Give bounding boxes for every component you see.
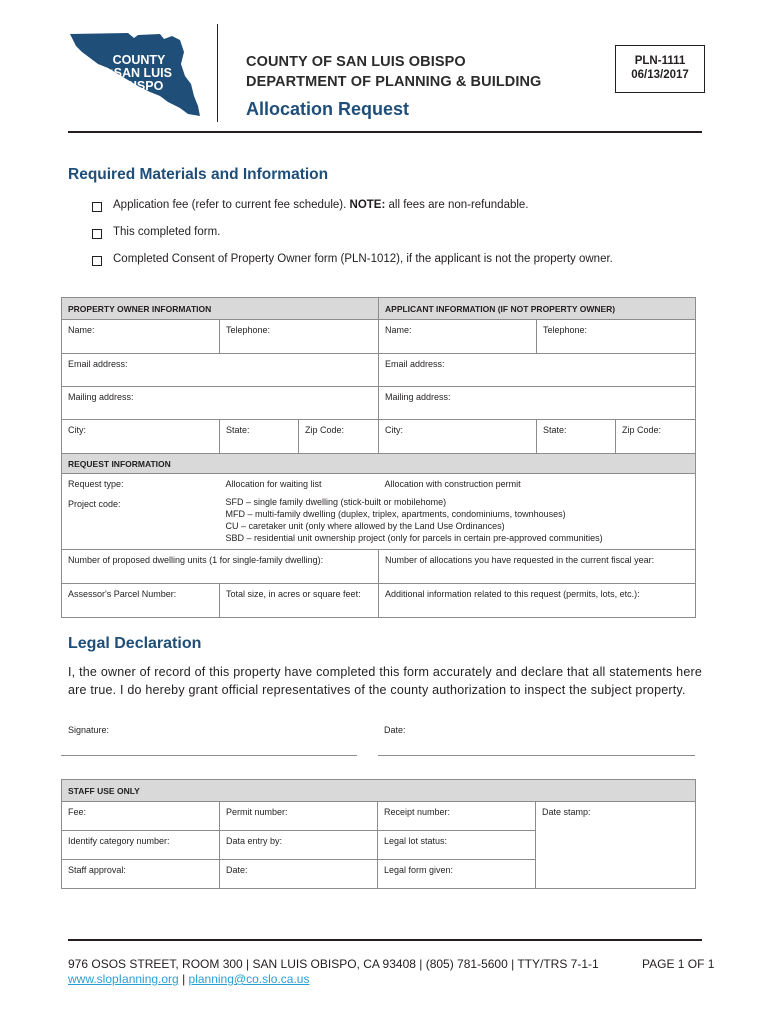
applicant-city-field[interactable]: City: (379, 420, 537, 454)
website-link[interactable]: www.slopIanning.org (68, 972, 179, 986)
footer-rule (68, 939, 702, 941)
header-rule (68, 131, 702, 133)
form-title: Allocation Request (246, 99, 410, 119)
staff-category-field[interactable]: Identify category number: (62, 831, 220, 860)
staff-legal-lot-field[interactable]: Legal lot status: (378, 831, 536, 860)
legal-declaration-title: Legal Declaration (68, 635, 202, 652)
applicant-mailing-field[interactable]: Mailing address: (379, 387, 696, 420)
footer-links (68, 972, 309, 986)
project-code-label: Project code: (62, 494, 220, 550)
dwelling-units-field[interactable]: Number of proposed dwelling units (1 for single-family dwelling): (62, 550, 379, 584)
owner-state-field[interactable]: State: (220, 420, 299, 454)
signature-label: Signature: (68, 725, 110, 735)
signature-line[interactable] (61, 755, 357, 756)
logo-wordmark (94, 54, 184, 93)
county-name: COUNTY OF SAN LUIS OBISPO (246, 54, 466, 70)
request-info-header: REQUEST INFORMATION (62, 454, 696, 474)
owner-zip-field[interactable]: Zip Code: (299, 420, 379, 454)
page-number: PAGE 1 OF 1 (642, 957, 715, 971)
form-id-box (615, 45, 705, 93)
code-sbd[interactable]: SBD – residential unit ownership project (only for parcels in certain pre-approved communities) (225, 532, 603, 543)
header-divider (217, 24, 218, 122)
item-completed-form: This completed form. (113, 226, 221, 238)
department-name: DEPARTMENT OF PLANNING & BUILDING (246, 74, 542, 90)
owner-email-field[interactable]: Email address: (62, 354, 379, 387)
option-construction-permit[interactable]: Allocation with construction permit (379, 474, 696, 494)
item-consent-form: Completed Consent of Property Owner form (PLN-1012), if the applicant is not the property owner. (113, 253, 613, 265)
applicant-state-field[interactable]: State: (537, 420, 616, 454)
staff-data-entry-field[interactable]: Data entry by: (220, 831, 378, 860)
owner-city-field[interactable]: City: (62, 420, 220, 454)
checkbox-consent-form[interactable] (92, 256, 102, 266)
applicant-zip-field[interactable]: Zip Code: (616, 420, 696, 454)
owner-mailing-field[interactable]: Mailing address: (62, 387, 379, 420)
staff-use-table (61, 779, 696, 889)
item-application-fee-note: all fees are non-refundable. (385, 199, 529, 211)
option-waiting-list[interactable]: Allocation for waiting list (220, 474, 379, 494)
project-code-options (220, 494, 696, 550)
logo-line-obispo: OBISPO (114, 79, 164, 93)
signature-date-line[interactable] (378, 755, 695, 756)
assessor-parcel-field[interactable]: Assessor's Parcel Number: (62, 584, 220, 618)
staff-date-field[interactable]: Date: (220, 860, 378, 889)
staff-receipt-field[interactable]: Receipt number: (378, 802, 536, 831)
logo-line-county: COUNTY (112, 53, 166, 67)
code-mfd[interactable]: MFD – multi-family dwelling (duplex, triplex, apartments, condominiums, townhouses) (225, 508, 566, 519)
form-number: PLN-1111 (634, 55, 686, 67)
code-sfd[interactable]: SFD – single family dwelling (stick-built or mobilehome) (225, 496, 447, 507)
note-label: NOTE: (349, 199, 386, 211)
applicant-info-header: APPLICANT INFORMATION (IF NOT PROPERTY OWNER) (379, 298, 696, 320)
link-separator: | (178, 972, 189, 986)
applicant-name-field[interactable]: Name: (379, 320, 537, 354)
checkbox-application-fee[interactable] (92, 202, 102, 212)
staff-permit-field[interactable]: Permit number: (220, 802, 378, 831)
required-materials-title: Required Materials and Information (68, 166, 329, 183)
staff-date-stamp-field[interactable]: Date stamp: (536, 802, 696, 889)
item-application-fee-text: Application fee (refer to current fee schedule). (113, 199, 350, 211)
legal-declaration-text: I, the owner of record of this property have completed this form accurately and declare that all statements here are true. I do hereby grant official representatives of the county authorization to inspect the subject property. (68, 665, 702, 697)
applicant-telephone-field[interactable]: Telephone: (537, 320, 696, 354)
logo-line-of: of (106, 70, 113, 77)
checkbox-completed-form[interactable] (92, 229, 102, 239)
signature-date-label: Date: (384, 725, 406, 735)
applicant-email-field[interactable]: Email address: (379, 354, 696, 387)
additional-info-field[interactable]: Additional information related to this request (permits, lots, etc.): (379, 584, 696, 618)
owner-telephone-field[interactable]: Telephone: (220, 320, 379, 354)
code-cu[interactable]: CU – caretaker unit (only where allowed by the Land Use Ordinances) (225, 520, 505, 531)
logo-line-sanluis-text: SAN LUIS (113, 66, 172, 80)
staff-approval-field[interactable]: Staff approval: (62, 860, 220, 889)
information-table (61, 297, 696, 618)
email-link[interactable]: planning@co.slo.ca.us (188, 972, 310, 986)
owner-info-header: PROPERTY OWNER INFORMATION (62, 298, 379, 320)
request-type-label: Request type: (62, 474, 220, 494)
staff-legal-form-field[interactable]: Legal form given: (378, 860, 536, 889)
owner-name-field[interactable]: Name: (62, 320, 220, 354)
item-application-fee (113, 199, 529, 211)
staff-use-header: STAFF USE ONLY (62, 780, 696, 802)
form-date: 06/13/2017 (631, 69, 689, 81)
footer-address: 976 OSOS STREET, ROOM 300 | SAN LUIS OBISPO, CA 93408 | (805) 781-5600 | TTY/TRS 7-1-1 (68, 957, 599, 971)
allocations-requested-field[interactable]: Number of allocations you have requested in the current fiscal year: (379, 550, 696, 584)
staff-fee-field[interactable]: Fee: (62, 802, 220, 831)
total-size-field[interactable]: Total size, in acres or square feet: (220, 584, 379, 618)
